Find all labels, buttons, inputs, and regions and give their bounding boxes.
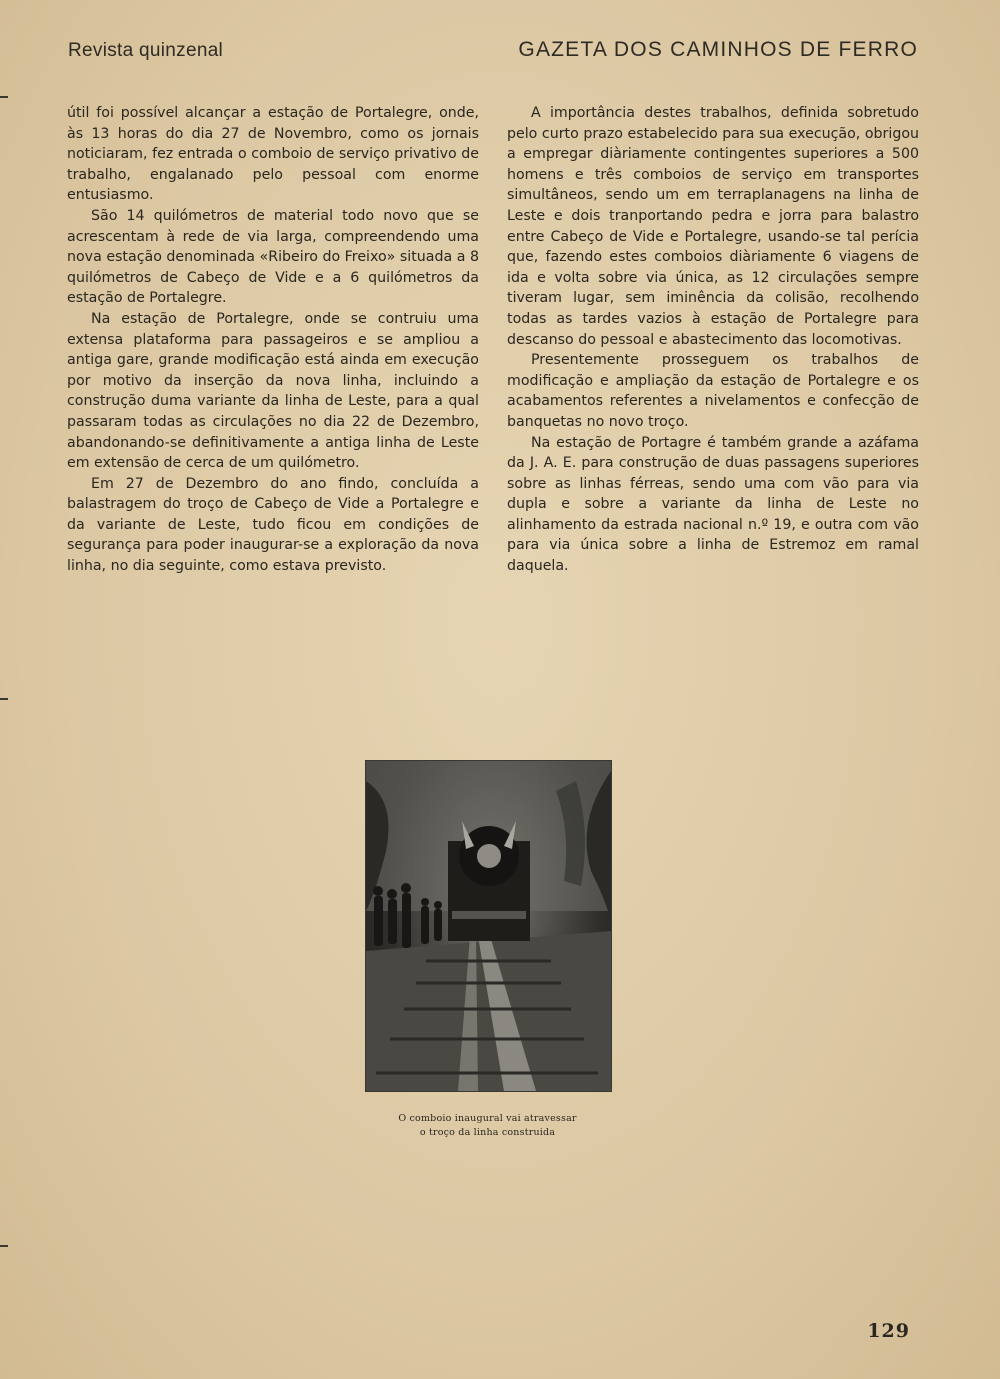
edge-mark — [0, 698, 8, 700]
paragraph: Na estação de Portalegre, onde se contruiu uma extensa plataforma para passageiros e se ampliou a antiga gare, grande modificação está ainda em execução por motivo da inserção da nova linha, incluindo a construção duma variante da linha de Leste, para a qual passaram todas as circulações no dia 22 de Dezembro, abandonando-se definitivamente a antiga linha de Leste em extensão de cerca de um quilómetro. — [67, 310, 479, 472]
header-magazine-title: GAZETA DOS CAMINHOS DE FERRO — [518, 38, 918, 61]
page-number: 129 — [867, 1320, 910, 1342]
header-publication-frequency: Revista quinzenal — [68, 40, 224, 61]
caption-line: O comboio inaugural vai atravessar — [398, 1113, 577, 1124]
train-photograph — [365, 760, 612, 1092]
paragraph: São 14 quilómetros de material todo novo que se acrescentam à rede de via larga, compreendendo uma nova estação denominada «Ribeiro do Freixo» situada a 8 quilómetros de Cabeço de Vide e a 6 quilómetros da estação de Portalegre. — [67, 207, 479, 307]
right-text-column — [507, 103, 919, 577]
left-text-column — [67, 103, 479, 577]
paragraph: Na estação de Portagre é também grande a azáfama da J. A. E. para construção de duas passagens superiores sobre as linhas férreas, sendo uma com vão para via dupla e sobre a variante da linha de Leste no alinhamento da estrada nacional n.º 19, e outra com vão para via única sobre a linha de Estremoz em ramal daquela. — [507, 434, 919, 575]
locomotive-illustration — [366, 761, 611, 1091]
paragraph: Presentemente prosseguem os trabalhos de modificação e ampliação da estação de Portalegre e os acabamentos referentes a nivelamentos e confecção de banquetas no novo troço. — [507, 352, 919, 430]
edge-mark — [0, 1245, 8, 1247]
caption-line: o troço da linha construida — [419, 1127, 556, 1138]
photo-caption — [340, 1112, 635, 1140]
edge-mark — [0, 96, 8, 98]
paragraph: A importância destes trabalhos, definida sobretudo pelo curto prazo estabelecido para sua execução, obrigou a empregar diàriamente contingentes superiores a 500 homens e três comboios de serviço em transportes simultâneos, sendo um em terraplanagens na linha de Leste e dois tranportando pedra e jorra para balastro entre Cabeço de Vide e Portalegre, usando-se tal perícia que, fazendo estes comboios diàriamente 6 viagens de ida e volta sobre via única, as 12 circulações sempre tiveram lugar, sem iminência da colisão, recolhendo todas as tardes vazios à estação de Portalegre para descanso do pessoal e abastecimento das locomotivas. — [507, 105, 919, 348]
paragraph: útil foi possível alcançar a estação de Portalegre, onde, às 13 horas do dia 27 de Novembro, como os jornais noticiaram, fez entrada o comboio de serviço privativo de trabalho, engalanado pelo pessoal com enorme entusiasmo. — [67, 105, 479, 204]
paragraph: Em 27 de Dezembro do ano findo, concluída a balastragem do troço de Cabeço de Vide a Portalegre e da variante de Leste, tudo ficou em condições de segurança para poder inaugurar-se a exploração da nova linha, no dia seguinte, como estava previsto. — [67, 475, 479, 575]
